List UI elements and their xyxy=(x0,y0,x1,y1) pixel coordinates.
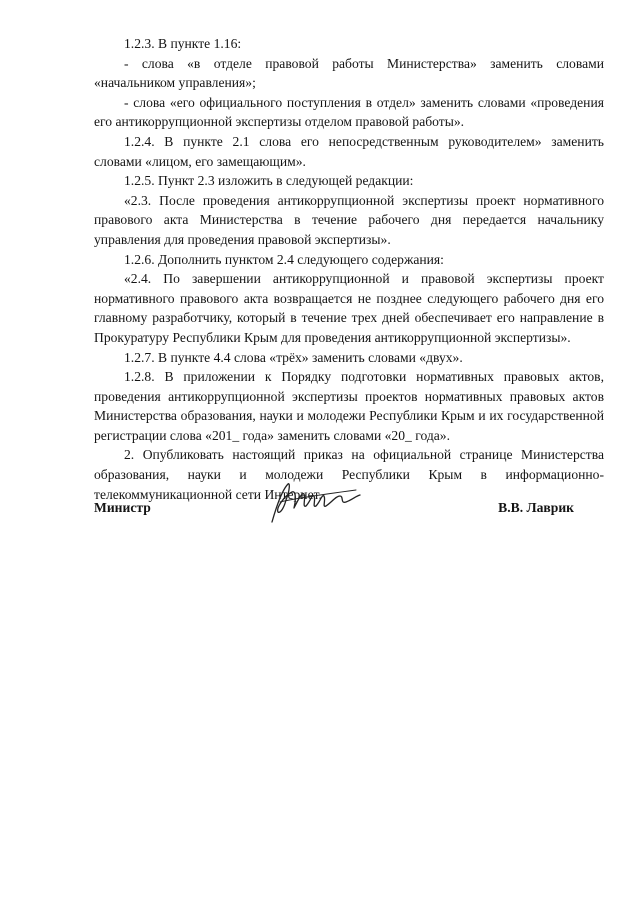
signer-name: В.В. Лаврик xyxy=(498,500,574,515)
paragraph: - слова «в отделе правовой работы Министерства» заменить словами «начальником управления»; xyxy=(94,55,604,91)
paragraph: 1.2.3. В пункте 1.16: xyxy=(124,36,242,51)
document-body xyxy=(94,34,604,504)
signer-title: Министр xyxy=(94,500,151,515)
handwritten-signature xyxy=(266,478,366,528)
paragraph: «2.3. После проведения антикоррупционной экспертизы проект нормативного правового акта Министерства в течение рабочего дня передается начальнику управления для проведения правовой экспертизы». xyxy=(94,192,604,247)
paragraph: 1.2.4. В пункте 2.1 слова его непосредственным руководителем» заменить словами «лицом, его замещающим». xyxy=(94,133,604,169)
paragraph: 2. Опубликовать настоящий приказ на официальной странице Министерства образования, науки и молодежи Республики Крым в информационно-телекоммуникационной сети Интернет. xyxy=(94,447,604,502)
paragraph: - слова «его официального поступления в отдел» заменить словами «проведения его антикоррупционной экспертизы отделом правовой работы». xyxy=(94,94,604,130)
paragraph: 1.2.5. Пункт 2.3 изложить в следующей редакции: xyxy=(124,173,414,189)
paragraph: 1.2.8. В приложении к Порядку подготовки нормативных правовых актов, проведения антикоррупционной экспертизы проектов нормативных правовых актов Министерства образования, науки и молодежи Республики Крым и их государственной регистрации слова «201_ года» заменить словами «20_ года». xyxy=(94,369,604,443)
paragraph: 1.2.6. Дополнить пунктом 2.4 следующего содержания: xyxy=(124,251,444,267)
paragraph: 1.2.7. В пункте 4.4 слова «трёх» заменить словами «двух». xyxy=(124,349,463,365)
paragraph: «2.4. По завершении антикоррупционной и правовой экспертизы проект нормативного правового акта возвращается не позднее следующего рабочего дня его главному разработчику, который в течение трех дней обеспечивает его направление в Прокуратуру Республики Крым для проведения антикоррупционной экспертизы». xyxy=(94,271,604,345)
signature-block xyxy=(94,498,604,538)
